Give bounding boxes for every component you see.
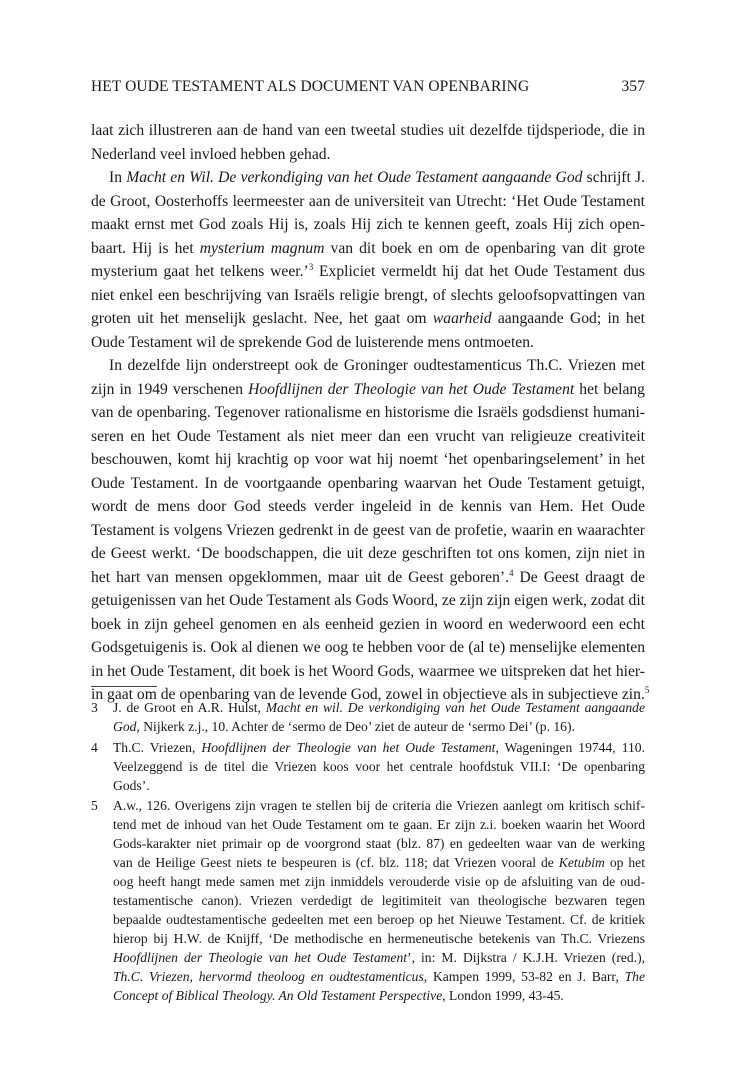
text-line xyxy=(113,717,645,736)
text-line xyxy=(91,495,645,519)
paragraph xyxy=(91,354,650,707)
text-line xyxy=(91,143,645,167)
text-segment: van dit boek en om de openbaring van dit grote xyxy=(324,239,645,257)
text-line xyxy=(91,613,645,637)
footnote-number: 5 xyxy=(91,798,98,814)
text-segment: getuigenissen van het Oude Testament als Gods Woord, ze zijn zijn eigen werk, zodat dit xyxy=(91,592,645,609)
text-segment: maakt ernst met God zoals Hij is, zoals Hij zich te kennen geeft, zoals Hij zich open- xyxy=(91,216,645,233)
text-segment: boek in zijn geheel genomen en als eenheid gezien in woord en wederwoord een echt xyxy=(91,615,645,633)
text-line xyxy=(91,331,645,355)
text-line xyxy=(91,284,645,308)
text-line xyxy=(91,260,645,284)
italic-text: Hoofdlijnen der Theologie van het Oude Testament xyxy=(248,380,575,398)
text-line xyxy=(113,986,645,1005)
text-line xyxy=(113,776,645,795)
text-line xyxy=(91,378,645,402)
text-line xyxy=(91,589,645,613)
italic-text: Concept of Biblical Theology. An Old Testament Perspective xyxy=(113,988,443,1004)
paragraph xyxy=(91,119,645,166)
text-line xyxy=(91,660,645,684)
text-segment: seren en het Oude Testament als niet meer dan een vrucht van religieuze creativiteit xyxy=(91,427,645,445)
text-segment: Testament is volgens Vriezen gedrenkt in de geest van de profetie, waarin en waarachter xyxy=(91,521,645,539)
text-segment: de Geest werkt. ‘De boodschappen, die uit deze geschriften tot ons komen, zijn niet in xyxy=(91,545,645,562)
text-segment: J. de Groot en A.R. Hulst, xyxy=(113,700,266,715)
text-segment: zijn in 1949 verschenen xyxy=(91,380,249,398)
text-segment: bepaalde oudtestamentische gedeelten met een beroep op het Nieuwe Testament. Cf. de kritiek xyxy=(113,912,645,928)
text-segment: , Nijkerk z.j., 10. Achter de ‘sermo de Deo’ ziet de auteur de ‘sermo Dei’ (p. 16). xyxy=(136,719,575,734)
text-line xyxy=(113,796,645,815)
text-segment: Godsgetuigenis is. Ook al dienen we oog te hebben voor de (al te) menselijke elementen xyxy=(91,639,645,656)
text-line xyxy=(113,738,645,757)
text-line xyxy=(113,891,645,910)
text-segment: de Groot, Oosterhoffs leermeester aan de universiteit van Utrecht: ‘Het Oude Testament xyxy=(91,192,645,210)
text-line xyxy=(91,636,645,660)
text-line xyxy=(91,425,645,449)
italic-text: The xyxy=(624,969,645,985)
text-line xyxy=(113,967,645,986)
text-segment: In xyxy=(109,169,127,186)
text-segment: hierop bij H.W. de Knijff, ‘De methodische en hermeneutische betekenis van Th.C. Vriezens xyxy=(113,931,645,947)
footnote-reference: 5 xyxy=(644,685,650,695)
running-title: HET OUDE TESTAMENT ALS DOCUMENT VAN OPENBARING xyxy=(91,78,530,95)
text-segment: Oude Testament wil de sprekende God de luisterende mens ontmoeten. xyxy=(91,333,534,351)
text-segment: Gods’. xyxy=(113,777,150,793)
text-line xyxy=(113,757,645,776)
text-line xyxy=(91,119,645,143)
text-line xyxy=(91,166,645,190)
text-line xyxy=(113,929,645,948)
text-segment: testamentische canon). Vriezen verdedigt de legitimiteit van theologische bezwaren tegen xyxy=(113,893,645,909)
text-segment: A.w., 126. Overigens zijn vragen te stellen bij de criteria die Vriezen aanlegt om kritisch schif- xyxy=(113,798,645,814)
italic-text: Th.C. Vriezen, hervormd theoloog en oudtestamenticus xyxy=(113,969,424,985)
text-segment: baart. Hij is het xyxy=(91,239,200,257)
text-segment: Th.C. Vriezen, xyxy=(113,739,202,755)
text-line xyxy=(91,213,645,237)
text-segment: Nederland veel invloed hebben gehad. xyxy=(91,145,331,163)
text-segment: oog heeft hangt mede samen met zijn inmiddels verouderde visie op de afsluiting van de oud- xyxy=(113,874,645,890)
text-segment: schrijft J. xyxy=(582,169,646,186)
text-segment: het hart van mensen opgeklommen, maar uit de Geest geboren’. xyxy=(91,568,509,586)
text-line xyxy=(91,542,645,566)
text-line xyxy=(91,354,645,378)
text-line xyxy=(91,472,645,496)
footnote xyxy=(91,698,645,736)
text-segment: De Geest draagt de xyxy=(513,568,645,586)
text-segment: In dezelfde lijn onderstreept ook de Groninger oudtestamenticus Th.C. Vriezen met xyxy=(109,357,645,374)
footnotes xyxy=(91,698,645,1007)
text-segment: tend met de inhoud van het Oude Testament om te gaan. Er zijn z.i. boeken waarin het Woord xyxy=(113,817,645,833)
footnote-reference: 3 xyxy=(308,262,314,272)
italic-text: Ketubim xyxy=(558,855,605,871)
footnote xyxy=(91,738,645,795)
running-header xyxy=(91,78,645,96)
text-line xyxy=(91,519,645,543)
text-segment: aangaande God; in het xyxy=(491,310,645,327)
italic-text: waarheid xyxy=(432,310,492,327)
text-segment: Expliciet vermeldt hij dat het Oude Testament dus xyxy=(313,263,646,280)
text-segment: laat zich illustreren aan de hand van een tweetal studies uit dezelfde tijdsperiode, die in xyxy=(91,122,645,139)
text-segment: van de openbaring. Tegenover rationalisme en historisme die Israëls godsdienst humani- xyxy=(91,404,645,421)
italic-text: Macht en Wil. De verkondiging van het Oude Testament aangaande God xyxy=(126,169,583,186)
footnote-number: 3 xyxy=(91,700,98,715)
text-segment: groten uit het menselijk geslacht. Nee, het gaat om xyxy=(91,310,433,327)
text-line xyxy=(113,853,645,872)
footnote-text xyxy=(113,698,645,736)
text-segment: wordt de mens door God steeds verder ingeleid in de kennis van Hem. Het Oude xyxy=(91,498,645,515)
text-line xyxy=(113,910,645,929)
text-segment: beschouwen, komt hij krachtig op voor wat hij noemt ‘het openbaringselement’ in het xyxy=(91,451,645,468)
text-segment: Veelzeggend is de titel die Vriezen koos voor het centrale hoofdstuk VII.I: ‘De openbaring xyxy=(113,758,645,774)
footnote-separator xyxy=(91,686,157,687)
page-number: 357 xyxy=(621,78,645,95)
text-segment: niet enkel een beschrijving van Israëls religie brengt, of slechts geloofsopvattingen van xyxy=(91,286,645,304)
text-line xyxy=(91,237,645,261)
italic-text: God xyxy=(113,719,137,734)
text-segment: , Kampen 1999, 53-82 en J. Barr, xyxy=(423,969,625,985)
text-line xyxy=(91,307,645,331)
italic-text: Macht en wil. De verkondiging van het Oude Testament aangaande xyxy=(265,700,645,715)
text-line xyxy=(113,948,645,967)
footnote-number: 4 xyxy=(91,739,98,755)
footnote-text xyxy=(113,796,645,1005)
text-segment: , London 1999, 43-45. xyxy=(442,988,564,1004)
text-line xyxy=(113,698,645,717)
text-line xyxy=(91,566,645,590)
footnote-text xyxy=(113,738,645,795)
text-segment: Gods-karakter niet primair op de voorgrond staat (blz. 87) en gedeelten waar van de werking xyxy=(113,836,645,852)
text-segment: ’, in: M. Dijkstra / K.J.H. Vriezen (red.), xyxy=(407,950,646,966)
text-segment: op het xyxy=(604,855,645,871)
footnote xyxy=(91,796,645,1005)
text-line xyxy=(113,834,645,853)
main-text xyxy=(91,119,650,707)
text-line xyxy=(113,815,645,834)
text-line xyxy=(113,872,645,891)
text-segment: , Wageningen 19744, 110. xyxy=(495,739,645,755)
text-segment: mysterium gaat het telkens weer.’ xyxy=(91,263,309,280)
italic-text: Hoofdlijnen der Theologie van het Oude Testament xyxy=(201,739,496,755)
text-segment: Oude Testament. In de voortgaande openbaring waarvan het Oude Testament getuigt, xyxy=(91,474,645,492)
text-line xyxy=(91,448,645,472)
italic-text: Hoofdlijnen der Theologie van het Oude Testament xyxy=(113,950,408,966)
footnote-reference: 4 xyxy=(509,567,514,578)
text-segment: in het Oude Testament, dit boek is het Woord Gods, waarmee we uitspreken dat het hier- xyxy=(91,662,645,680)
italic-text: mysterium magnum xyxy=(199,239,325,257)
text-line xyxy=(91,190,645,214)
text-segment: van de Heilige Geest niets te bespeuren is (cf. blz. 118; dat Vriezen vooral de xyxy=(113,855,559,871)
text-segment: in gaat om de openbaring van de levende God, zowel in objectieve als in subjectieve zin. xyxy=(91,686,645,703)
text-line xyxy=(91,401,645,425)
paragraph xyxy=(91,166,645,354)
text-segment: het belang xyxy=(574,380,645,398)
